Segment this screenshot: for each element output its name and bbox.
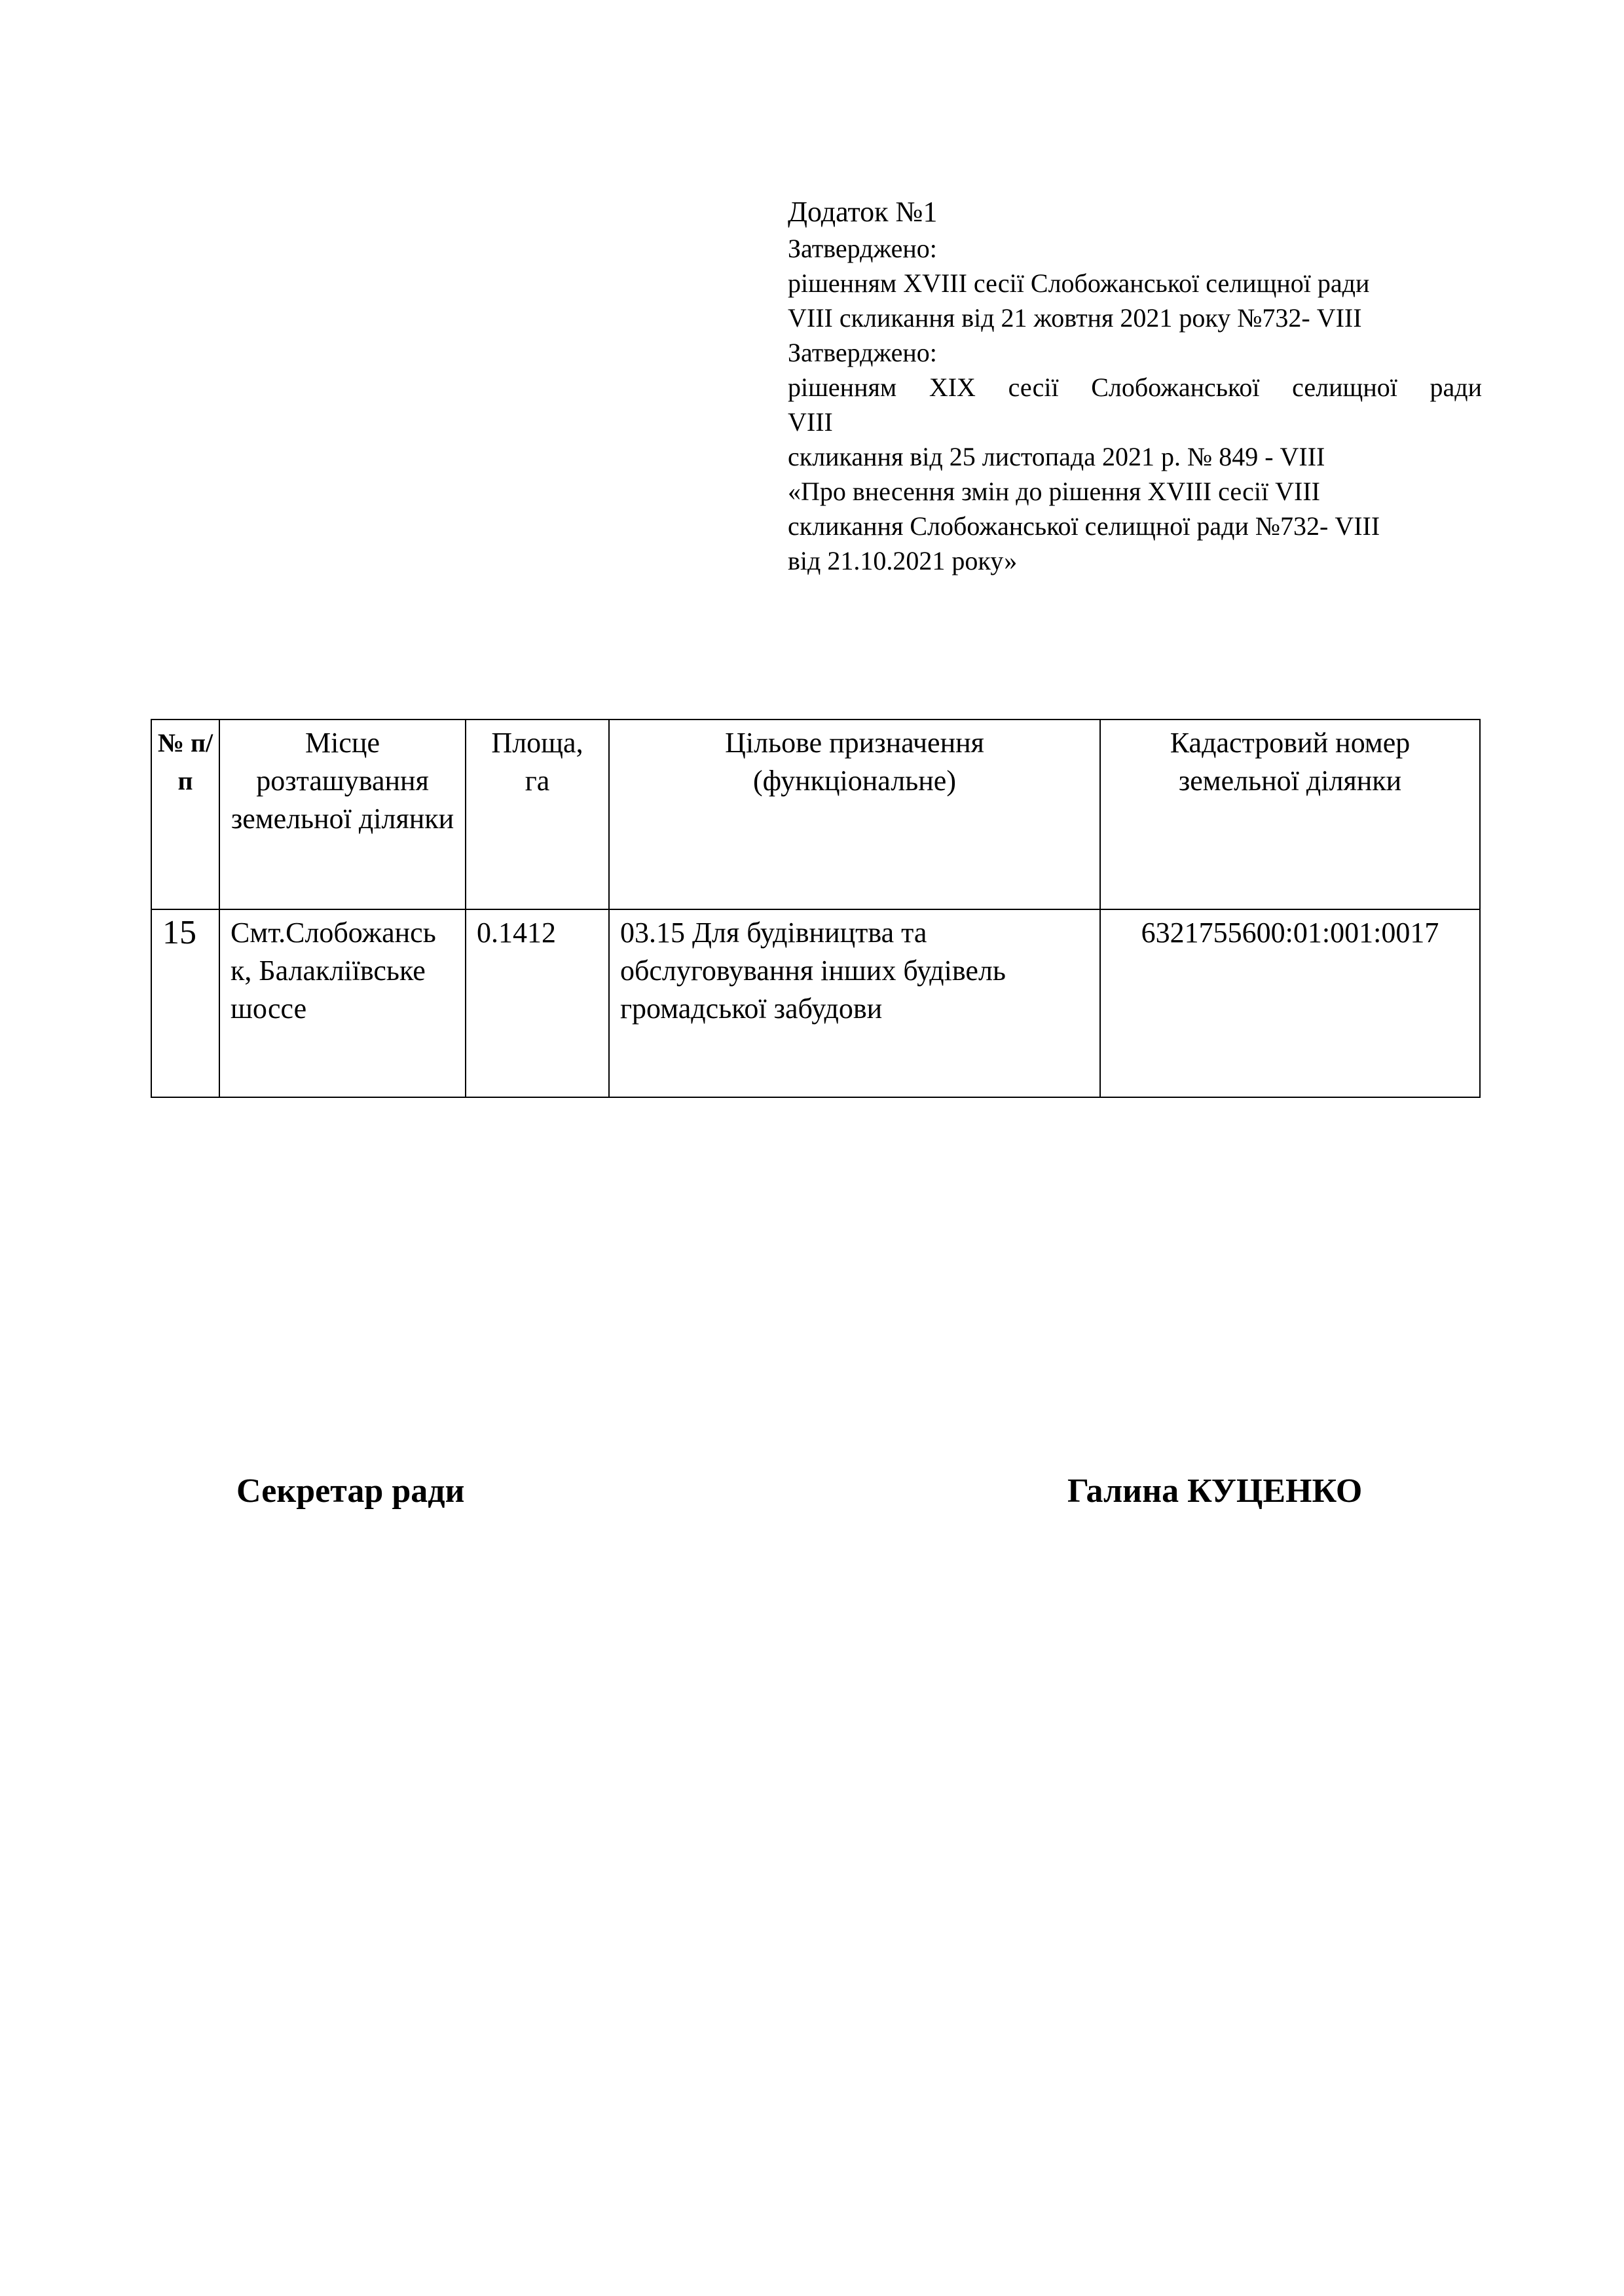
table-row [151, 909, 1480, 1097]
header-number: № п/п [151, 720, 219, 909]
signature-title: Секретар ради [236, 1472, 465, 1510]
signature-name: Галина КУЦЕНКО [1067, 1472, 1363, 1510]
decision-line: від 21.10.2021 року» [788, 546, 1018, 575]
cell-cadastre: 6321755600:01:001:0017 [1100, 909, 1480, 1097]
approved-label: Затверджено: [788, 338, 937, 367]
decision-line: VIII скликання від 21 жовтня 2021 року №732- VIII [788, 303, 1362, 333]
cell-purpose: 03.15 Для будівництва та обслуговування інших будівель громадської забудови [609, 909, 1100, 1097]
decision-line: «Про внесення змін до рішення XVIII сесії VIII [788, 477, 1320, 506]
header-area: Площа, га [466, 720, 609, 909]
approval-block [788, 193, 1482, 578]
cell-area: 0.1412 [466, 909, 609, 1097]
decision-line: рішенням XVIII сесії Слобожанської селищної ради [788, 268, 1370, 298]
table-header-row [151, 720, 1480, 909]
cell-location: Смт.Слобожанськ, Балакліївське шоссе [219, 909, 466, 1097]
decision-line: скликання Слобожанської селищної ради №732- VIII [788, 511, 1380, 541]
appendix-title: Додаток №1 [788, 196, 938, 228]
decision-line: скликання від 25 листопада 2021 р. № 849 - VIII [788, 442, 1325, 471]
header-location: Місце розташування земельної ділянки [219, 720, 466, 909]
cell-number: 15 [151, 909, 219, 1097]
header-purpose: Цільове призначення (функціональне) [609, 720, 1100, 909]
header-cadastre: Кадастровий номер земельної ділянки [1100, 720, 1480, 909]
approved-label: Затверджено: [788, 234, 937, 263]
decision-line: рішенням XIX сесії Слобожанської селищної ради [788, 373, 1482, 402]
land-plots-table [151, 719, 1481, 1098]
decision-line: VIII [788, 407, 833, 437]
